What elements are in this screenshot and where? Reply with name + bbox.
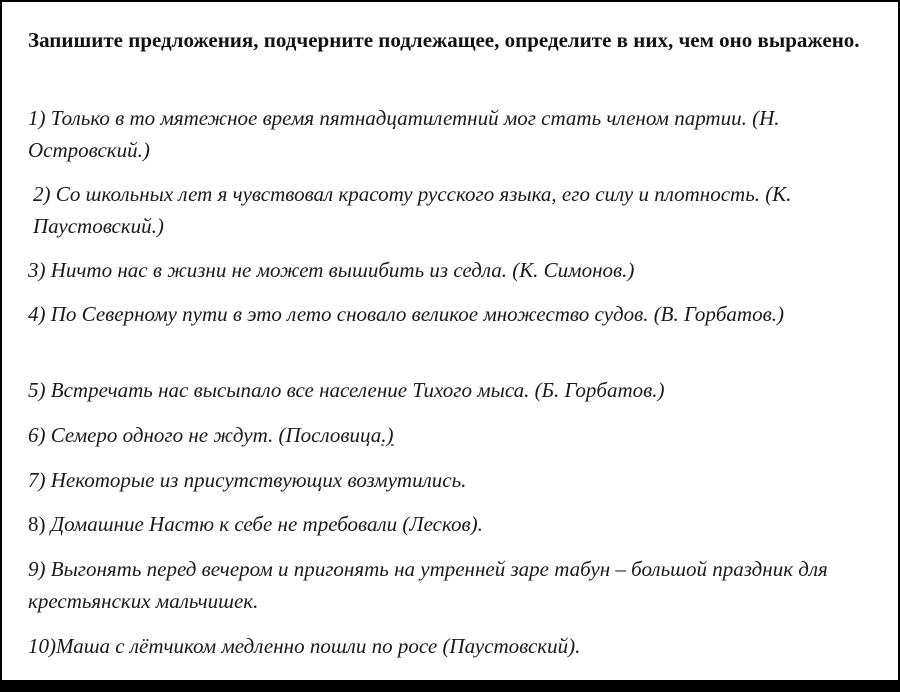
sentence-7 [28, 464, 858, 496]
sentence-number: 10) [28, 634, 56, 658]
sentence-2 [33, 178, 863, 242]
sentence-text: Встречать нас высыпало все население Тихого мыса. (Б. Горбатов.) [50, 378, 665, 402]
sentence-text: По Северному пути в это лето сновало великое множество судов. (В. Горбатов.) [50, 302, 784, 326]
sentence-number: 2) [33, 182, 51, 206]
sentence-number: 4) [28, 302, 46, 326]
sentence-10 [28, 630, 858, 662]
sentence-3 [28, 254, 858, 286]
sentence-6 [28, 419, 858, 451]
sentence-text: Домашние Настю к себе не требовали (Лесков). [50, 512, 483, 536]
sentence-8 [28, 508, 858, 540]
sentence-text: Семеро одного не ждут. (Пословица [50, 423, 382, 447]
sentence-number: 9) [28, 557, 46, 581]
sentence-text: Маша с лётчиком медленно пошли по росе (Паустовский). [56, 634, 581, 658]
sentence-number: 8) [28, 512, 46, 536]
sentence-text: Только в то мятежное время пятнадцатилетний мог стать членом партии. (Н. Островский.) [28, 106, 780, 162]
sentence-number: 7) [28, 468, 46, 492]
sentence-text: Со школьных лет я чувствовал красоту русского языка, его силу и плотность. (К. Паустовский.) [33, 182, 792, 238]
sentence-text: Выгонять перед вечером и пригонять на утренней заре табун – большой праздник для крестьянских мальчишек. [28, 557, 828, 613]
sentence-tail: .) [381, 423, 394, 447]
sentence-1 [28, 102, 858, 166]
sentence-text: Ничто нас в жизни не может вышибить из седла. (К. Симонов.) [50, 258, 635, 282]
sentence-4 [28, 298, 858, 330]
sentence-number: 5) [28, 378, 46, 402]
sentence-5 [28, 374, 858, 406]
sentence-9 [28, 553, 858, 617]
sentence-number: 1) [28, 106, 46, 130]
sentence-text: Некоторые из присутствующих возмутились. [50, 468, 467, 492]
sentence-number: 3) [28, 258, 46, 282]
task-instruction: Запишите предложения, подчерните подлежащее, определите в них, чем оно выражено. [28, 28, 860, 52]
sentence-number: 6) [28, 423, 46, 447]
